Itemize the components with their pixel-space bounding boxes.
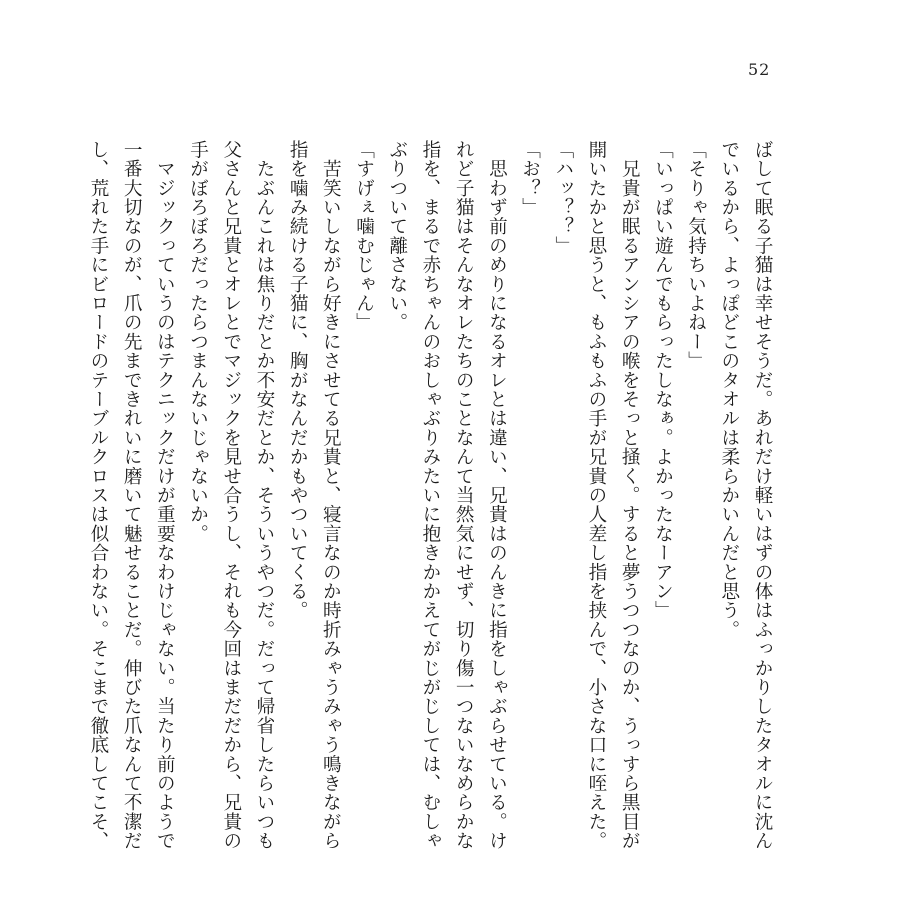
text-line: 「お？」 [519,140,541,217]
text-line: 「そりゃ気持ちいよねー」 [685,140,707,371]
text-line: たぶんこれは焦りだとか不安だとか、そういうやつだ。だって帰省したらいつも [253,140,275,851]
text-line: マジックっていうのはテクニックだけが重要なわけじゃない。当たり前のようで [154,140,176,851]
text-line: 兄貴が眠るアンシアの喉をそっと掻く。すると夢うつつなのか、うっすら黒目が [619,140,641,851]
text-line: ぶりついて離さない。 [386,140,408,332]
text-line: 苦笑いしながら好きにさせてる兄貴と、寝言なのか時折みゃうみゃう鳴きながら [320,140,342,851]
text-line: 「すげぇ噛むじゃん」 [353,140,375,332]
body-text [82,140,779,851]
text-line: 思わず前のめりになるオレとは違い、兄貴はのんきに指をしゃぶらせている。け [486,140,508,851]
text-line: ばして眠る子猫は幸せそうだ。あれだけ軽いはずの体はふっかりしたタオルに沈ん [752,140,773,851]
text-line: 父さんと兄貴とオレとでマジックを見せ合うし、それも今回はまだだから、兄貴の [220,140,242,851]
text-line: 開いたかと思うと、もふもふの手が兄貴の人差し指を挟んで、小さな口に咥えた。 [585,140,607,851]
text-line: 「いっぱい遊んでもらったしなぁ。よかったなーアン」 [652,140,674,620]
text-line: 指を、まるで赤ちゃんのおしゃぶりみたいに抱きかかえてがじがじしては、むしゃ [419,140,441,851]
text-line: 「ハッ？？」 [552,140,574,256]
text-line: 一番大切なのが、爪の先まできれいに磨いて魅せることだ。伸びた爪なんて不潔だ [121,140,143,851]
text-line: し、荒れた手にビロードのテーブルクロスは似合わない。そこまで徹底してこそ、 [87,140,109,851]
text-line: でいるから、よっぽどこのタオルは柔らかいんだと思う。 [718,140,740,640]
text-line: れど子猫はそんなオレたちのことなんて当然気にせず、切り傷一つないなめらかな [453,140,475,851]
text-line: 手がぼろぼろだったらつまんないじゃないか。 [187,140,209,544]
text-line: 指を噛み続ける子猫に、胸がなんだかもやついてくる。 [287,140,309,620]
page-number: 52 [748,60,771,79]
